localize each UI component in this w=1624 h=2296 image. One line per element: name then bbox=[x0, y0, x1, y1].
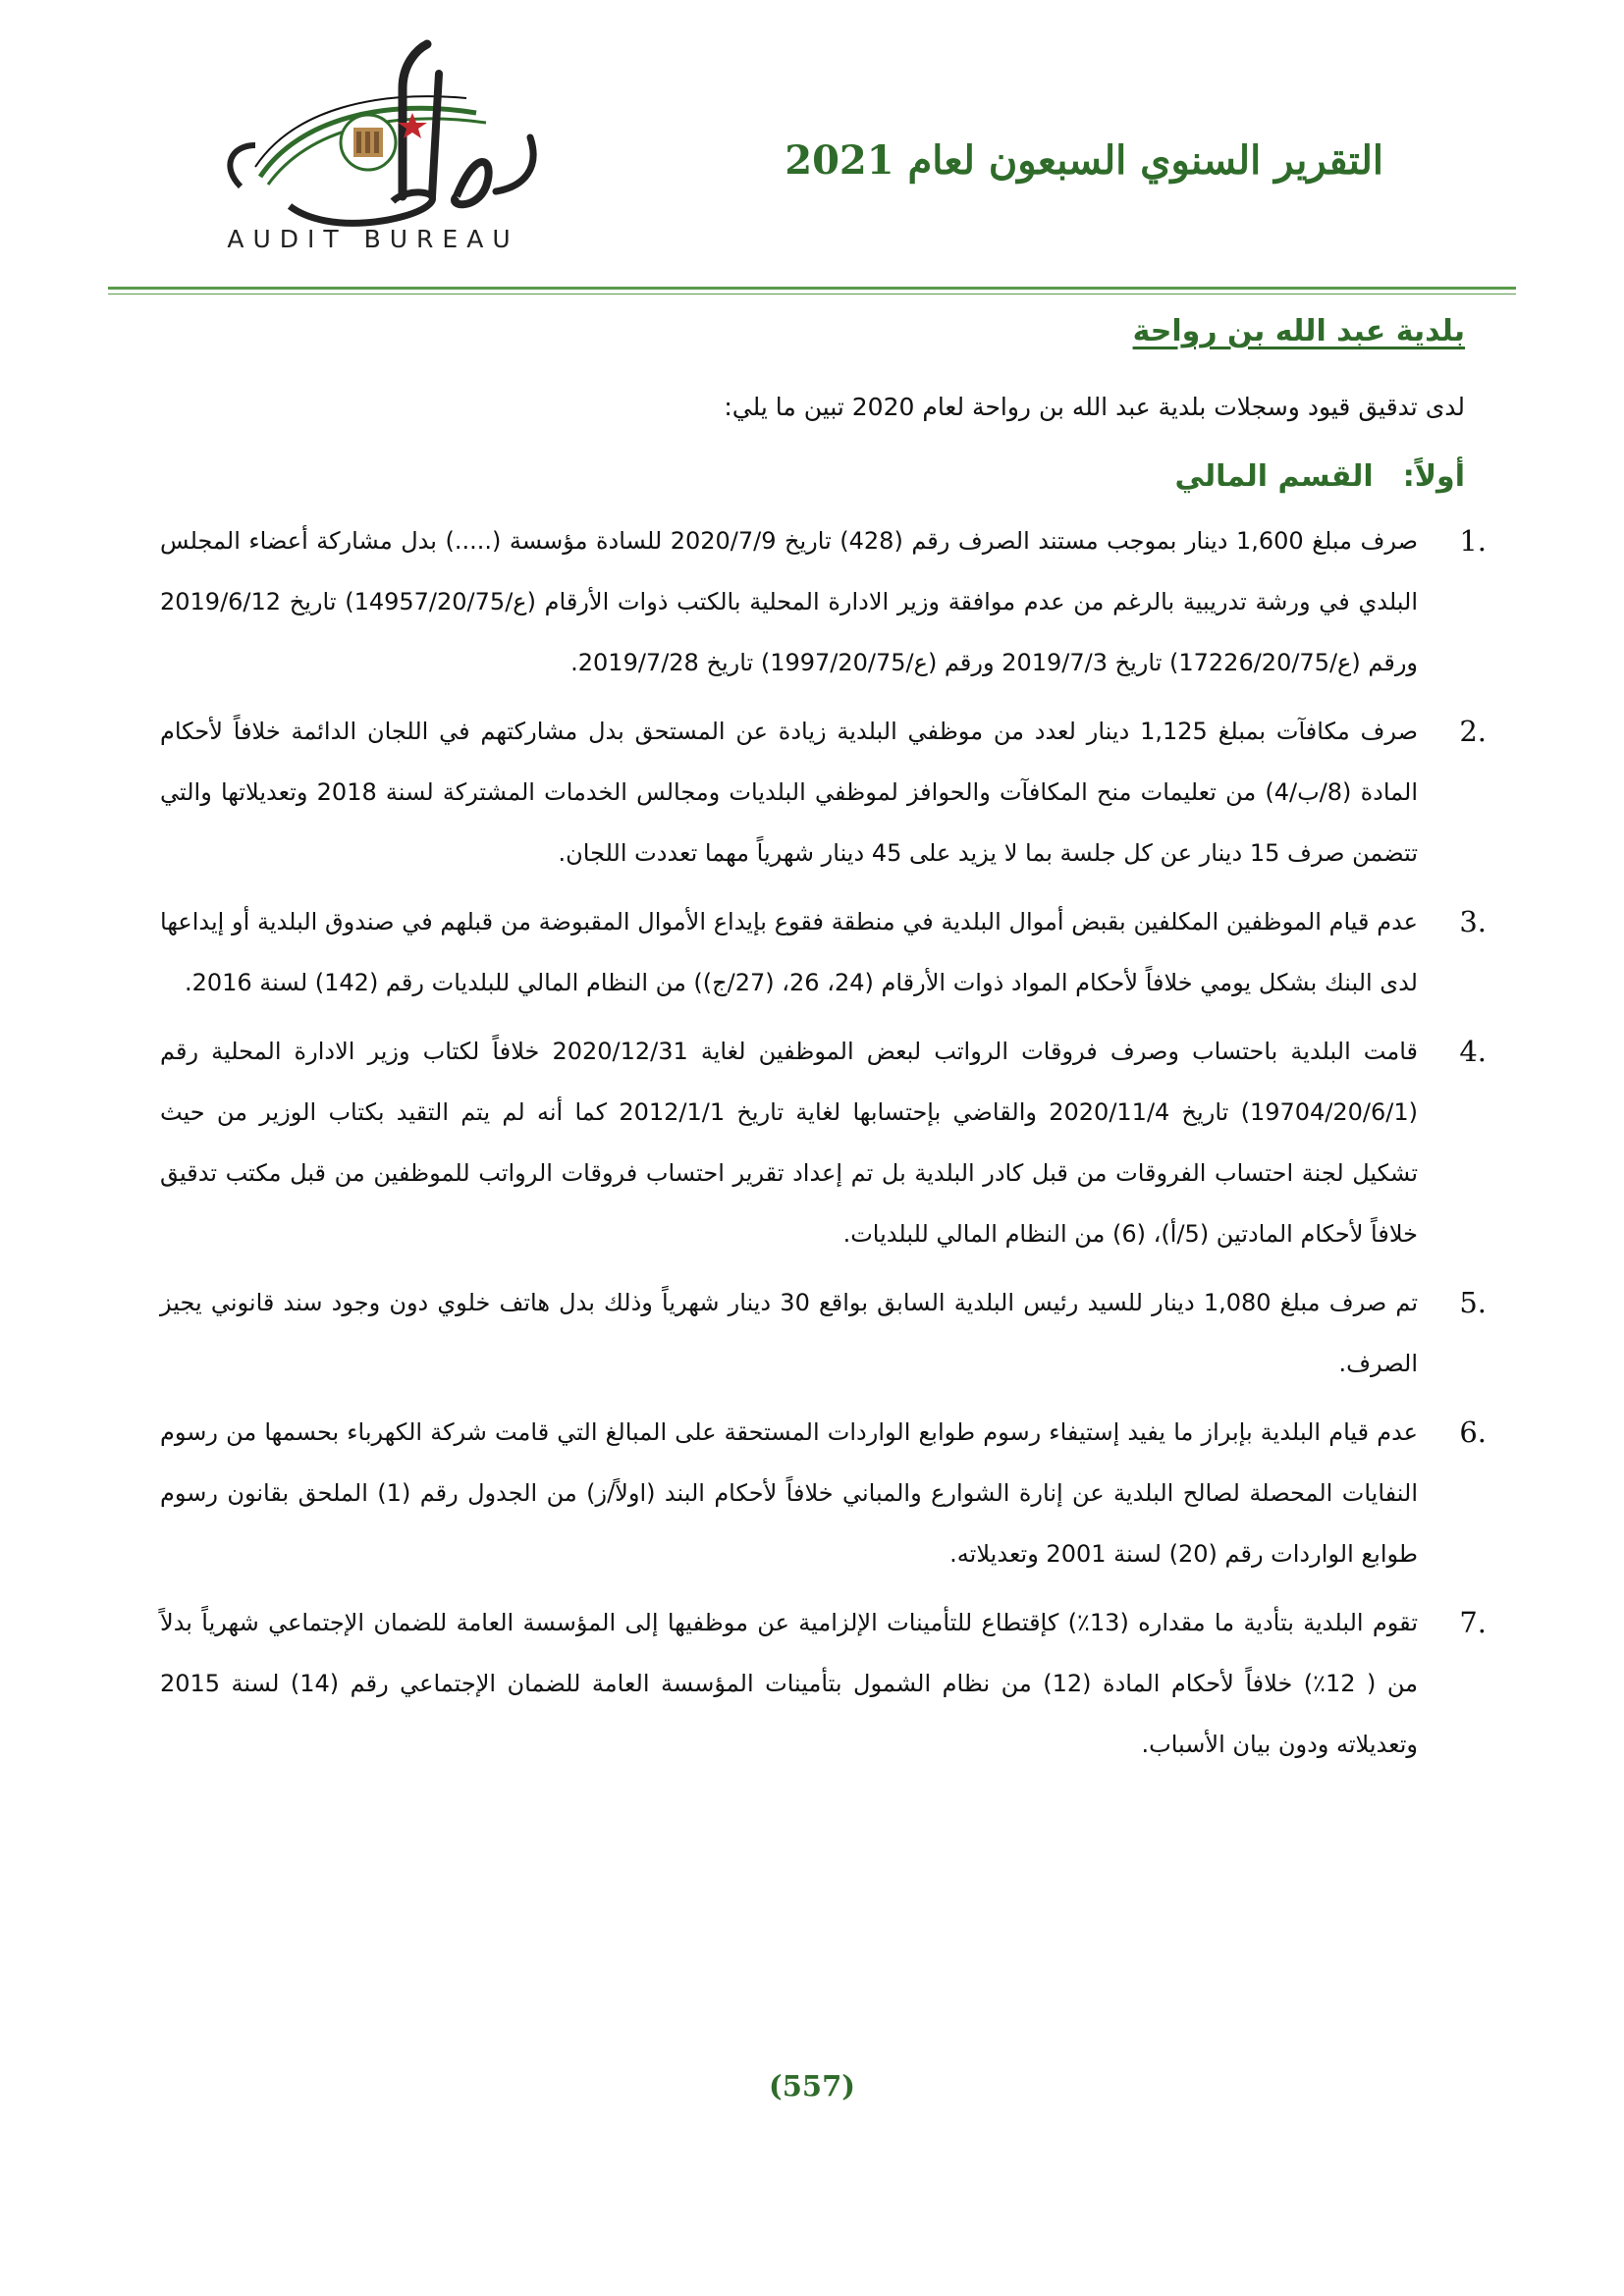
item-number: 1. bbox=[1459, 524, 1487, 558]
list-item bbox=[160, 1402, 1487, 1584]
item-text: قامت البلدية باحتساب وصرف فروقات الرواتب لبعض الموظفين لغاية 2020/12/31 خلافاً لكتاب وزير الادارة المحلية رقم (19704/20/6/1) تاريخ 2020/11/4 والقاضي بإحتسابها لغاية تاريخ 2012/1/1 كما أنه لم يتم التقيد بكتاب الوزير من حيث تشكيل لجنة احتساب الفروقات من قبل كادر البلدية بل تم إعداد تقرير احتساب فروقات الرواتب للموظفين من قبل مكتب تدقيق خلافاً لأحكام المادتين (5/أ)، (6) من النظام المالي للبلديات. bbox=[160, 1038, 1419, 1248]
item-text: صرف مبلغ 1,600 دينار بموجب مستند الصرف رقم (428) تاريخ 2020/7/9 للسادة مؤسسة (.....) بدل مشاركة أعضاء المجلس البلدي في ورشة تدريبية بالرغم من عدم موافقة وزير الادارة المحلية بالكتب ذوات الأرقام (ع/14957/20/75) تاريخ 2019/6/12 ورقم (ع/17226/20/75) تاريخ 2019/7/3 ورقم (ع/1997/20/75) تاريخ 2019/7/28. bbox=[160, 527, 1419, 676]
item-text: تقوم البلدية بتأدية ما مقداره (13٪) كإقتطاع للتأمينات الإلزامية عن موظفيها إلى المؤسسة العامة للضمان الإجتماعي شهرياً بدلاً من ( 12٪) خلافاً لأحكام المادة (12) من نظام الشمول بتأمينات المؤسسة العامة للضمان الإجتماعي رقم (14) لسنة 2015 وتعديلاته ودون بيان الأسباب. bbox=[160, 1609, 1419, 1758]
item-text: عدم قيام الموظفين المكلفين بقبض أموال البلدية في منطقة فقوع بإيداع الأموال المقبوضة من قبلهم في صندوق البلدية أو إيداعها لدى البنك بشكل يومي خلافاً لأحكام المواد ذوات الأرقام (24، 26، (27/ج)) من النظام المالي للبلديات رقم (142) لسنة 2016. bbox=[160, 908, 1418, 996]
municipality-title: بلدية عبد الله بن رواحة bbox=[1132, 314, 1465, 348]
list-item bbox=[160, 1021, 1487, 1264]
section-title: القسم المالي bbox=[1174, 459, 1374, 494]
item-number: 6. bbox=[1459, 1415, 1487, 1449]
item-number: 5. bbox=[1459, 1286, 1487, 1319]
list-item bbox=[160, 891, 1487, 1013]
item-text: صرف مكافآت بمبلغ 1,125 دينار لعدد من موظفي البلدية زيادة عن المستحق بدل مشاركتهم في اللجان الدائمة خلافاً لأحكام المادة (8/ب/4) من تعليمات منح المكافآت والحوافز لموظفي البلديات ومجالس الخدمات المشتركة لسنة 2018 وتعديلاتها والتي تتضمن صرف 15 دينار عن كل جلسة بما لا يزيد على 45 دينار شهرياً مهما تعددت اللجان. bbox=[160, 718, 1419, 867]
header-rule bbox=[108, 287, 1516, 290]
page-number: (557) bbox=[769, 2069, 855, 2103]
list-item bbox=[160, 1592, 1487, 1775]
list-item bbox=[160, 510, 1487, 693]
list-item bbox=[160, 701, 1487, 883]
item-number: 3. bbox=[1459, 905, 1487, 938]
section-number: أولاً: bbox=[1402, 459, 1465, 494]
section-heading bbox=[1175, 459, 1465, 494]
item-text: تم صرف مبلغ 1,080 دينار للسيد رئيس البلدية السابق بواقع 30 دينار شهرياً وذلك بدل هاتف خلوي دون وجود سند قانوني يجيز الصرف. bbox=[160, 1289, 1419, 1377]
intro-paragraph: لدى تدقيق قيود وسجلات بلدية عبد الله بن رواحة لعام 2020 تبين ما يلي: bbox=[724, 393, 1465, 421]
item-number: 4. bbox=[1459, 1035, 1487, 1068]
logo-text: AUDIT BUREAU bbox=[227, 225, 519, 253]
list-item bbox=[160, 1272, 1487, 1394]
item-number: 7. bbox=[1459, 1606, 1487, 1639]
audit-bureau-logo bbox=[182, 29, 565, 255]
item-number: 2. bbox=[1459, 715, 1487, 748]
findings-list bbox=[160, 510, 1487, 1783]
item-text: عدم قيام البلدية بإبراز ما يفيد إستيفاء رسوم طوابع الواردات المستحقة على المبالغ التي قامت شركة الكهرباء بحسمها من رسوم النفايات المحصلة لصالح البلدية عن إنارة الشوارع والمباني خلافاً لأحكام البند (اولاً/ز) من الجدول رقم (1) الملحق بقانون رسوم طوابع الواردات رقم (20) لسنة 2001 وتعديلاته. bbox=[160, 1418, 1419, 1568]
report-title: التقرير السنوي السبعون لعام 2021 bbox=[785, 137, 1383, 184]
